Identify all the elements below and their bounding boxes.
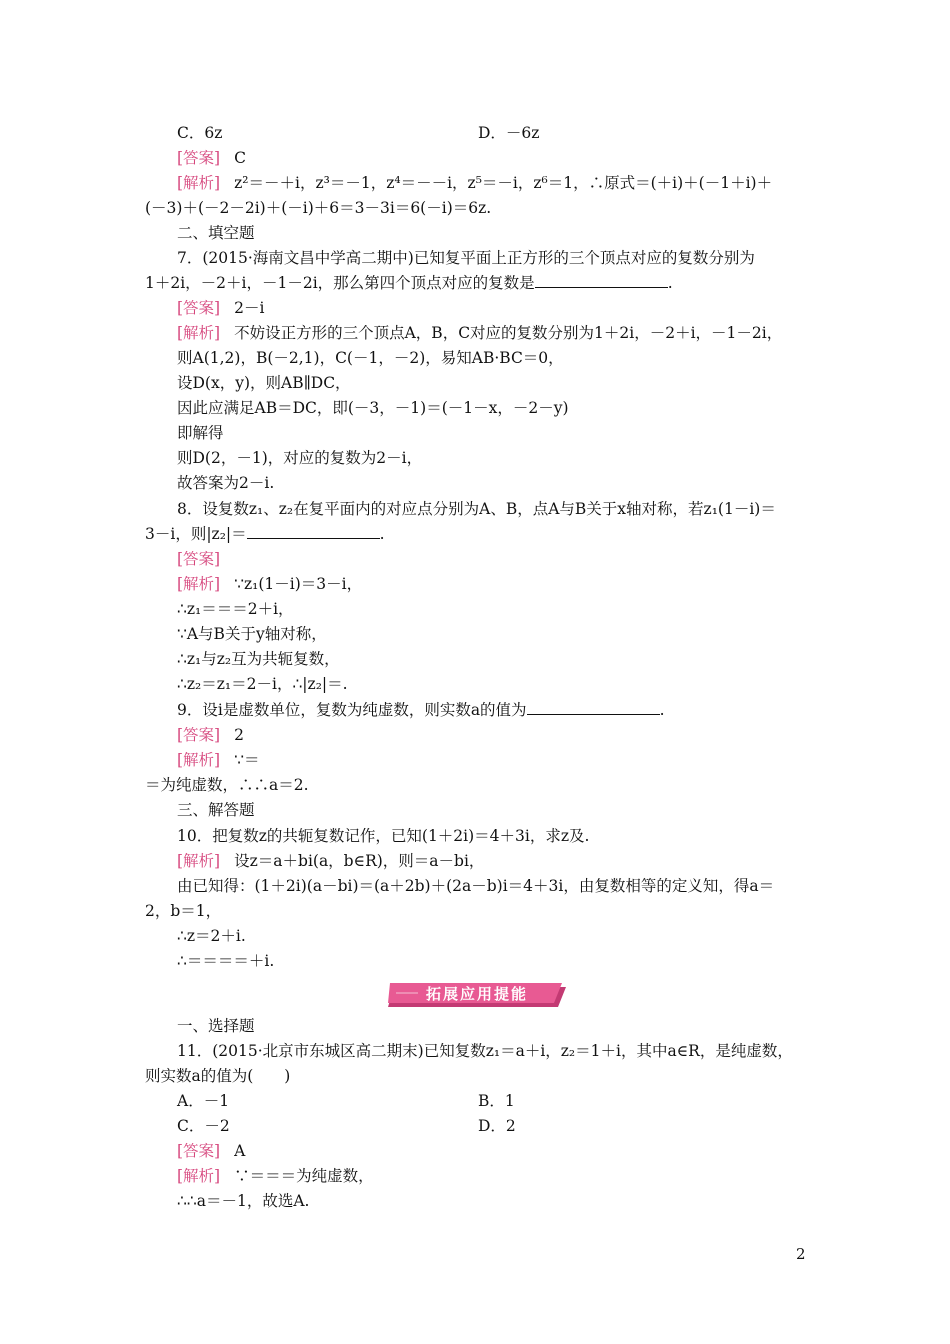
question-8-cont [145, 524, 385, 544]
text-line: ∴z₁＝＝＝2＋i， [177, 600, 294, 618]
analysis-line [177, 1166, 374, 1186]
section-heading: 二、填空题 [177, 224, 255, 242]
answer-blank [535, 273, 668, 288]
analysis-line [177, 750, 259, 770]
analysis-text: ∵z₁(1－i)＝3－i， [234, 575, 363, 593]
analysis-line [177, 173, 772, 193]
answer-tag: [答案] [177, 550, 221, 568]
answer-line [177, 1141, 245, 1161]
question-7-cont [145, 273, 673, 293]
question-11-cont: 则实数a的值为( ) [145, 1067, 291, 1085]
question-text: 9．设i是虚数单位，复数为纯虚数，则实数a的值为 [177, 701, 527, 719]
text-line: 因此应满足AB＝DC，即(－3，－1)＝(－1－x，－2－y) [177, 399, 569, 417]
text-line: ∴∴a＝－1，故选A. [177, 1192, 310, 1210]
text-line: 则D(2，－1)，对应的复数为2－i， [177, 449, 423, 467]
text-line: ∴z₁与z₂互为共轭复数， [177, 650, 340, 668]
option-d: D．2 [478, 1117, 516, 1135]
text-line: 设D(x，y)，则AB∥DC， [177, 374, 351, 392]
question-11: 11．(2015·北京市东城区高二期末)已知复数z₁＝a＋i，z₂＝1＋i，其中a∈R，是纯虚数， [177, 1042, 793, 1060]
question-9 [177, 700, 665, 720]
question-8: 8．设复数z₁、z₂在复平面内的对应点分别为A、B，点A与B关于x轴对称，若z₁(1－i)＝ [177, 500, 776, 518]
text-line: 则A(1,2)，B(－2,1)，C(－1，－2)，易知AB·BC＝0， [177, 349, 564, 367]
answer-line [177, 298, 264, 318]
text-line: 由已知得：(1＋2i)(a－bi)＝(a＋2b)＋(2a－b)i＝4＋3i，由复数相等的定义知，得a＝ [177, 877, 775, 895]
analysis-tag: [解析] [177, 575, 221, 593]
section-heading: 一、选择题 [177, 1017, 255, 1035]
analysis-tag: [解析] [177, 751, 221, 769]
text-line: ∴＝＝＝＝＋i. [177, 952, 275, 970]
question-text: 3－i，则|z₂|＝ [145, 525, 247, 543]
answer-tag: [答案] [177, 299, 221, 317]
answer-blank [527, 700, 660, 715]
option-c: C．－2 [177, 1117, 230, 1135]
answer-text: 2 [234, 726, 244, 744]
answer-tag: [答案] [177, 1142, 221, 1160]
answer-line [177, 725, 244, 745]
banner-title: 拓展应用提能 [425, 985, 528, 1003]
text-line: (－3)＋(－2－2i)＋(－i)＋6＝3－3i＝6(－i)＝6z. [145, 199, 492, 217]
answer-text: C [234, 149, 246, 167]
answer-line [177, 549, 220, 569]
text-line: 即解得 [177, 424, 224, 442]
period: . [667, 274, 673, 292]
section-banner [388, 981, 566, 1009]
analysis-text: ∵＝ [234, 751, 260, 769]
analysis-line [177, 323, 782, 343]
answer-blank [247, 524, 380, 539]
option-b: B．1 [478, 1092, 515, 1110]
analysis-text: ∵＝＝＝为纯虚数， [234, 1167, 374, 1185]
question-7: 7．(2015·海南文昌中学高二期中)已知复平面上正方形的三个顶点对应的复数分别为 [177, 249, 755, 267]
period: . [379, 525, 385, 543]
analysis-text: 不妨设正方形的三个顶点A，B，C对应的复数分别为1＋2i，－2＋i，－1－2i， [234, 324, 783, 342]
analysis-line [177, 851, 484, 871]
analysis-tag: [解析] [177, 174, 221, 192]
answer-text: 2－i [234, 299, 265, 317]
option-a: A．－1 [177, 1092, 230, 1110]
answer-text: A [234, 1142, 246, 1160]
analysis-tag: [解析] [177, 852, 221, 870]
text-line: ＝为纯虚数，∴∴a＝2. [145, 776, 309, 794]
analysis-text: z²＝－＋i，z³＝－1，z⁴＝－－i，z⁵＝－i，z⁶＝1，∴原式＝(＋i)＋(－1＋i)＋ [234, 174, 773, 192]
question-text: 1＋2i，－2＋i，－1－2i，那么第四个顶点对应的复数是 [145, 274, 535, 292]
question-10: 10．把复数z的共轭复数记作，已知(1＋2i)＝4＋3i，求z及. [177, 827, 590, 845]
text-line: 故答案为2－i. [177, 474, 275, 492]
option-c: C．6z [177, 124, 223, 142]
analysis-line [177, 574, 362, 594]
answer-tag: [答案] [177, 726, 221, 744]
analysis-tag: [解析] [177, 324, 221, 342]
answer-tag: [答案] [177, 149, 221, 167]
section-heading: 三、解答题 [177, 801, 255, 819]
text-line: 2，b＝1， [145, 902, 222, 920]
period: . [659, 701, 665, 719]
analysis-text: 设z＝a＋bi(a，b∈R)，则＝a－bi， [234, 852, 485, 870]
option-d: D．－6z [478, 124, 540, 142]
text-line: ∴z＝2＋i. [177, 927, 246, 945]
page-number: 2 [796, 1245, 806, 1263]
text-line: ∵A与B关于y轴对称， [177, 625, 327, 643]
text-line: ∴z₂＝z₁＝2－i，∴|z₂|＝. [177, 675, 348, 693]
analysis-tag: [解析] [177, 1167, 221, 1185]
answer-line [177, 148, 246, 168]
